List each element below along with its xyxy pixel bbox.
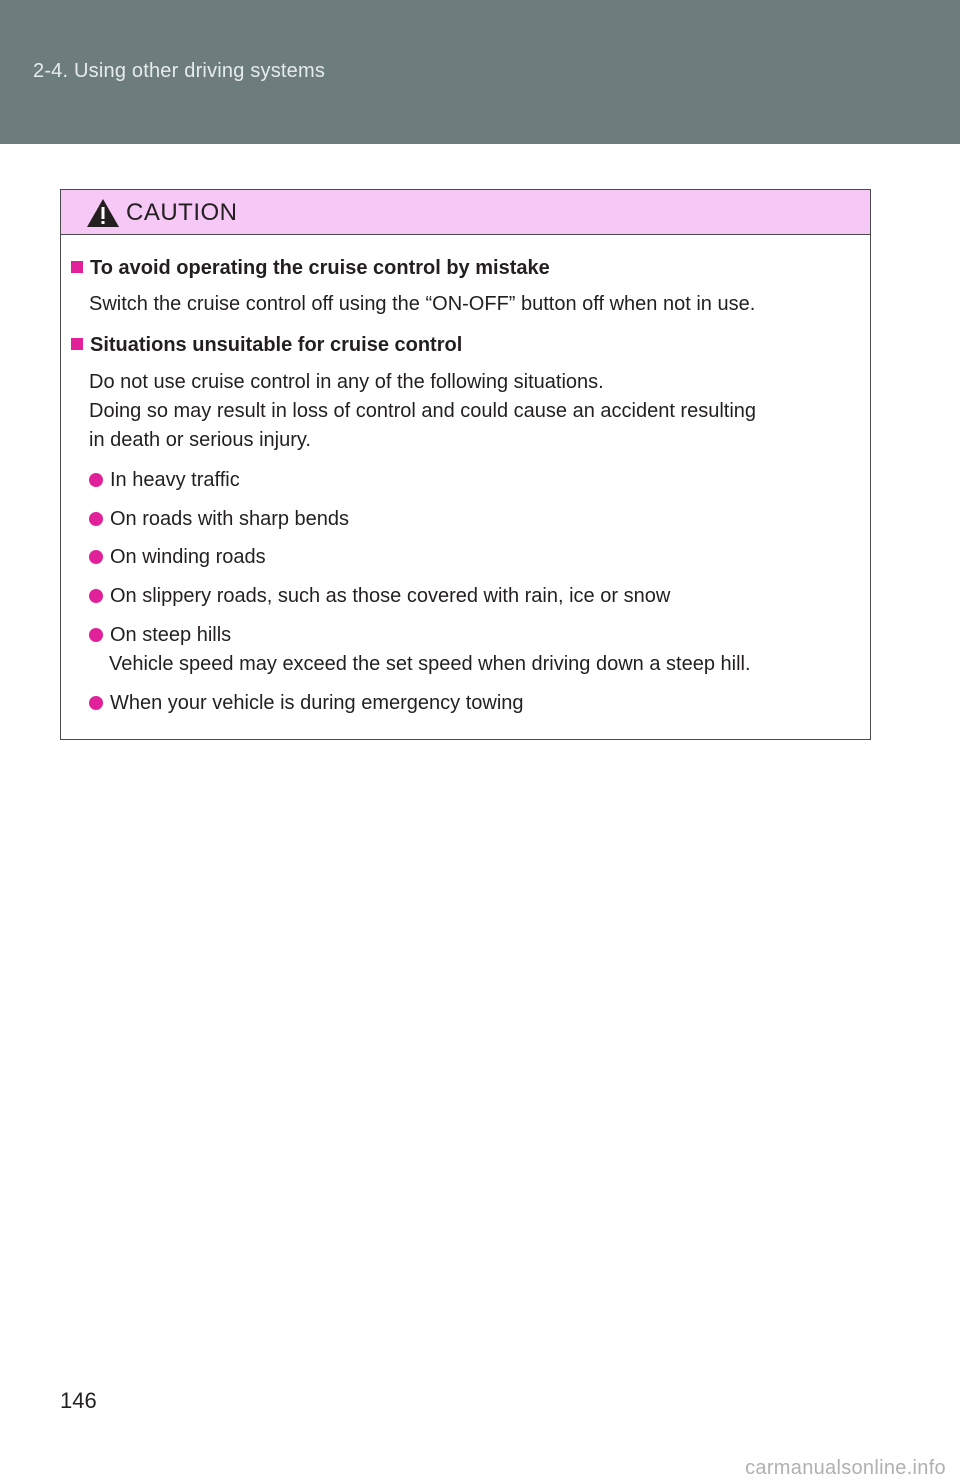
list-item-text: On roads with sharp bends (110, 508, 350, 530)
section-heading (71, 257, 550, 280)
round-bullet-icon (89, 512, 103, 526)
section-title: 2-4. Using other driving systems (33, 60, 326, 82)
caution-box (60, 189, 871, 740)
paragraph: Switch the cruise control off using the “ON-OFF” button off when not in use. (89, 293, 756, 315)
paragraph-line: Do not use cruise control in any of the following situations. (89, 371, 604, 393)
square-bullet-icon (71, 338, 83, 350)
section-heading-text: To avoid operating the cruise control by mistake (90, 257, 550, 279)
round-bullet-icon (89, 696, 103, 710)
header-band (0, 0, 960, 144)
list-item-text: In heavy traffic (110, 469, 240, 491)
section-heading (71, 334, 462, 357)
round-bullet-icon (89, 550, 103, 564)
list-item-note: Vehicle speed may exceed the set speed when driving down a steep hill. (109, 653, 751, 675)
caution-header (61, 190, 870, 235)
round-bullet-icon (89, 628, 103, 642)
caution-title: CAUTION (126, 199, 238, 226)
list-item-text: When your vehicle is during emergency towing (110, 692, 524, 714)
section-heading-text: Situations unsuitable for cruise control (90, 334, 463, 356)
list-item-text: On slippery roads, such as those covered with rain, ice or snow (110, 585, 671, 607)
paragraph-line: Doing so may result in loss of control and could cause an accident resulting (89, 400, 757, 422)
list-item (89, 543, 266, 572)
list-item-text: On steep hills (110, 624, 232, 646)
list-item (89, 621, 751, 679)
list-item (89, 582, 670, 611)
list-item-text: On winding roads (110, 546, 266, 568)
warning-triangle-icon (86, 198, 120, 228)
paragraph-line: in death or serious injury. (89, 429, 311, 451)
list-item (89, 505, 349, 534)
round-bullet-icon (89, 473, 103, 487)
page-number: 146 (60, 1388, 97, 1413)
watermark: carmanualsonline.info (745, 1457, 946, 1479)
round-bullet-icon (89, 589, 103, 603)
list-item (89, 689, 524, 718)
square-bullet-icon (71, 261, 83, 273)
list-item (89, 466, 240, 495)
